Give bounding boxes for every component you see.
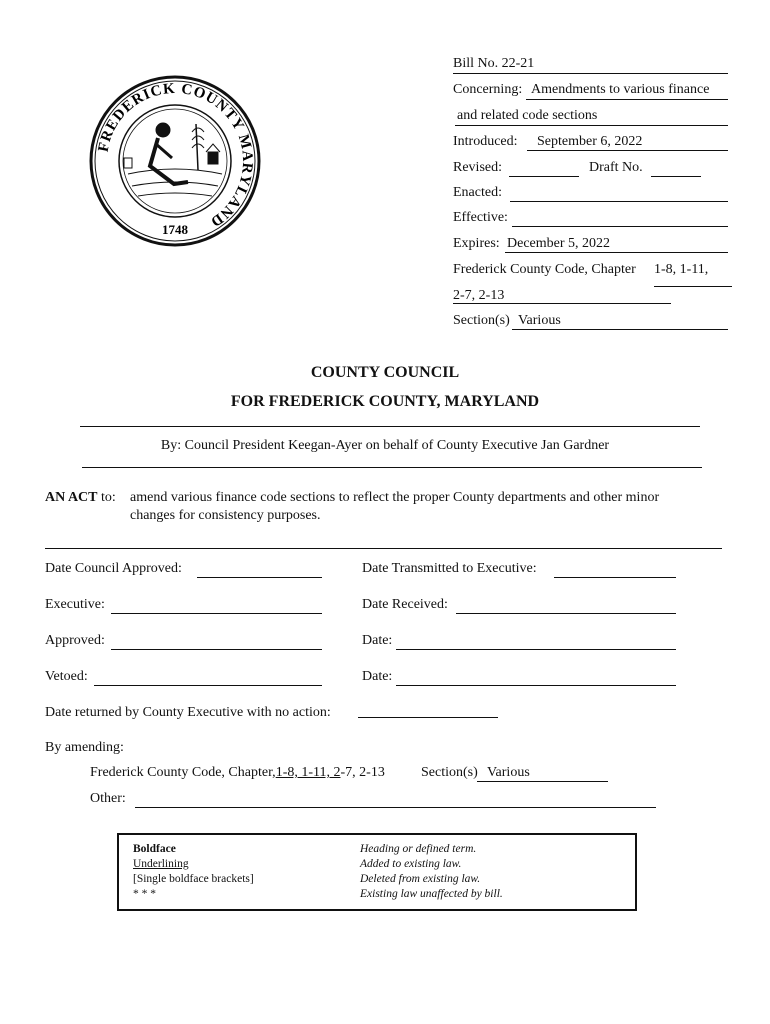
code-value-1: 1-8, 1-11, — [654, 262, 709, 277]
act-text-line-1: amend various finance code sections to reflect the proper County departments and other minor — [130, 490, 660, 505]
executive-label: Executive: — [45, 597, 105, 612]
enacted-label: Enacted: — [453, 185, 502, 200]
bill-number-underline — [453, 73, 728, 74]
sections-label: Section(s) — [453, 313, 510, 328]
approved-label: Approved: — [45, 633, 105, 648]
county-title: FOR FREDERICK COUNTY, MARYLAND — [230, 393, 540, 410]
code-value-2: 2-7, 2-13 — [453, 288, 505, 303]
legend-key-brackets: [Single boldface brackets] — [133, 873, 254, 885]
act-label: AN ACT — [45, 490, 98, 505]
approved-date-field[interactable] — [396, 649, 676, 650]
introduced-underline — [527, 150, 728, 151]
divider-sponsor — [82, 467, 702, 468]
date-returned-label: Date returned by County Executive with no action: — [45, 705, 331, 720]
date-received-label: Date Received: — [362, 597, 448, 612]
date-received-field[interactable] — [456, 613, 676, 614]
concerning-underline-2 — [455, 125, 728, 126]
act-to: to: — [101, 490, 116, 505]
revised-field[interactable] — [509, 176, 579, 177]
sections-underline — [512, 329, 728, 330]
legend-desc-brackets: Deleted from existing law. — [360, 873, 481, 885]
sponsor-line: By: Council President Keegan-Ayer on behalf of County Executive Jan Gardner — [160, 438, 610, 453]
introduced-label: Introduced: — [453, 134, 518, 149]
legend-key-boldface: Boldface — [133, 843, 176, 855]
amending-label: By amending: — [45, 740, 124, 755]
date-returned-field[interactable] — [358, 717, 498, 718]
sections-value: Various — [518, 313, 561, 328]
other-field[interactable] — [135, 807, 656, 808]
date-transmitted-label: Date Transmitted to Executive: — [362, 561, 537, 576]
concerning-value-1: Amendments to various finance — [531, 82, 710, 97]
code-label: Frederick County Code, Chapter — [453, 262, 636, 277]
effective-label: Effective: — [453, 210, 508, 225]
vetoed-label: Vetoed: — [45, 669, 88, 684]
date-council-approved-label: Date Council Approved: — [45, 561, 182, 576]
vetoed-date-label: Date: — [362, 669, 393, 684]
expires-value: December 5, 2022 — [507, 236, 611, 251]
legend-key-asterisks: * * * — [133, 888, 156, 900]
approved-date-label: Date: — [362, 633, 393, 648]
seal-scene — [124, 123, 222, 196]
legend-desc-underlining: Added to existing law. — [360, 858, 462, 870]
executive-field[interactable] — [111, 613, 322, 614]
divider-act — [45, 548, 722, 549]
legend-box — [117, 833, 637, 911]
concerning-underline-1 — [526, 99, 728, 100]
concerning-value-2: and related code sections — [457, 108, 598, 123]
county-seal — [88, 74, 262, 248]
county-seal-graphic — [88, 74, 262, 248]
date-council-approved-field[interactable] — [197, 577, 322, 578]
vetoed-field[interactable] — [94, 685, 322, 686]
amending-code-line — [90, 765, 385, 781]
divider-top — [80, 426, 700, 427]
expires-label: Expires: — [453, 236, 500, 251]
effective-field[interactable] — [512, 226, 728, 227]
amending-code-chapters-rest: -7, 2-13 — [340, 765, 385, 780]
enacted-field[interactable] — [510, 201, 728, 202]
seal-ring-text: FREDERICK COUNTY MARYLAND — [95, 80, 256, 230]
legend-desc-asterisks: Existing law unaffected by bill. — [360, 888, 503, 900]
act-label-wrap — [45, 490, 116, 506]
draft-field[interactable] — [651, 176, 701, 177]
approved-field[interactable] — [111, 649, 322, 650]
council-title: COUNTY COUNCIL — [310, 364, 460, 381]
bill-number: Bill No. 22-21 — [453, 56, 535, 71]
concerning-label: Concerning: — [453, 82, 523, 97]
act-text-line-2: changes for consistency purposes. — [130, 508, 321, 523]
draft-label: Draft No. — [589, 160, 643, 175]
code-underline-2 — [453, 303, 671, 304]
amending-sections-underline — [477, 781, 608, 782]
other-label: Other: — [90, 791, 126, 806]
amending-code-prefix: Frederick County Code, Chapter, — [90, 765, 276, 780]
date-transmitted-field[interactable] — [554, 577, 676, 578]
introduced-value: September 6, 2022 — [537, 134, 643, 149]
expires-underline — [505, 252, 728, 253]
amending-sections-label: Section(s) — [421, 765, 478, 780]
amending-sections-value: Various — [487, 765, 530, 780]
revised-label: Revised: — [453, 160, 502, 175]
legend-desc-boldface: Heading or defined term. — [360, 843, 477, 855]
vetoed-date-field[interactable] — [396, 685, 676, 686]
amending-code-chapters-underlined: 1-8, 1-11, 2 — [275, 765, 341, 780]
legend-key-underlining: Underlining — [133, 858, 189, 870]
code-underline-1 — [654, 286, 732, 287]
seal-year: 1748 — [162, 222, 188, 237]
